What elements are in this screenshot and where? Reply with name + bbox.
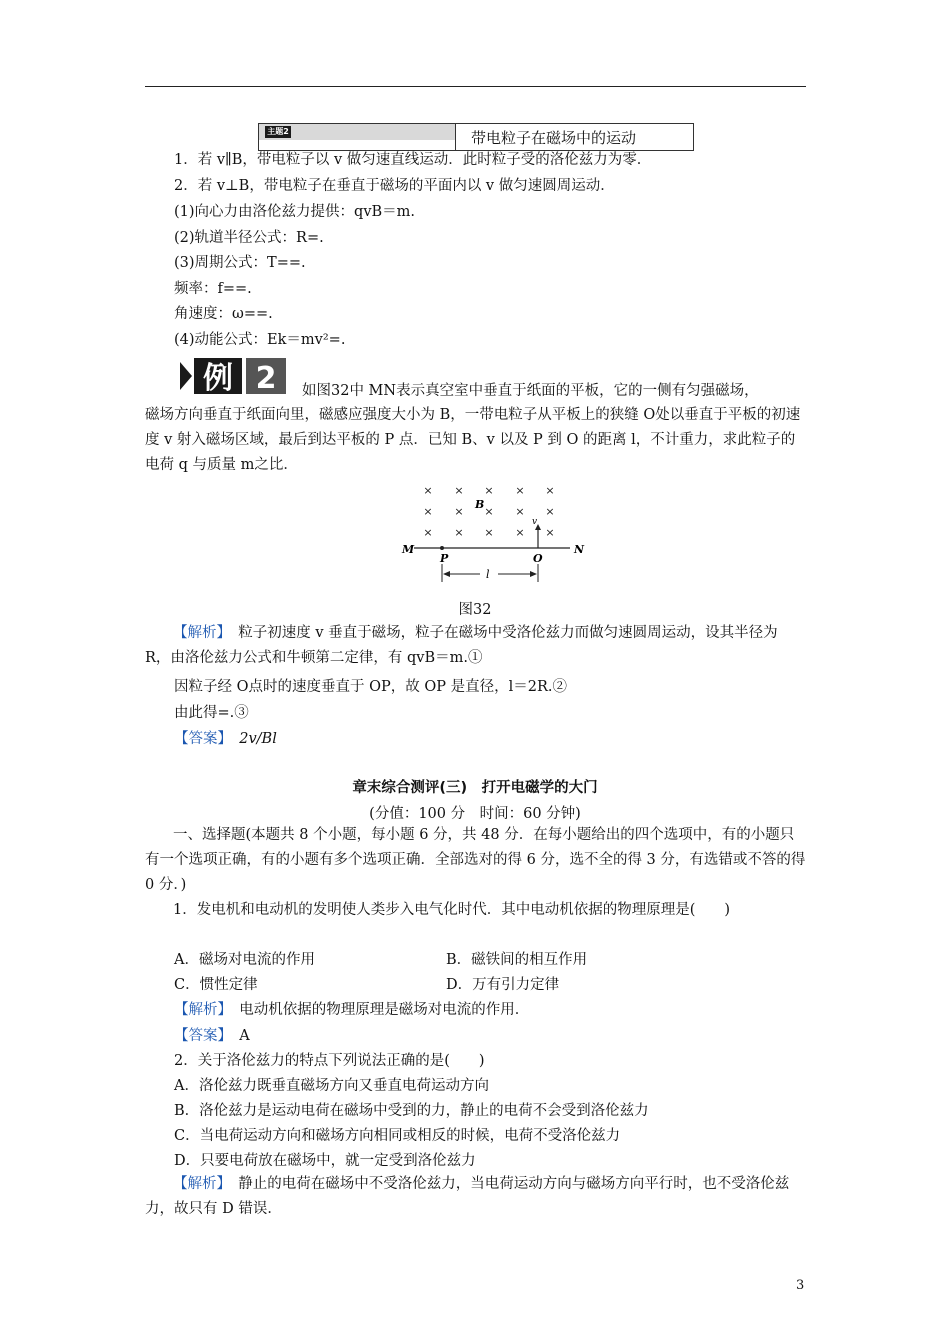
q1-option-d: D．万有引力定律 [446, 977, 560, 993]
label-B: B [475, 498, 485, 511]
dim-arrowhead-right [530, 571, 537, 577]
q1-answer-label: 【答案】 [174, 1028, 225, 1044]
q1-answer [174, 1026, 250, 1046]
example-badge-icon [178, 356, 290, 396]
answer-label: 【答案】 [174, 731, 225, 747]
label-O: O [533, 552, 543, 565]
point-2: 2．若 v⊥B，带电粒子在垂直于磁场的平面内以 v 做匀速圆周运动． [174, 178, 615, 194]
question-1: 1．发电机和电动机的发明使人类步入电气化时代．其中电动机依据的物理原理是( ) [173, 902, 731, 918]
field-cross: × [423, 526, 433, 539]
field-cross: × [545, 484, 555, 497]
page-number: 3 [796, 1278, 805, 1293]
q1-analysis [174, 1000, 529, 1020]
q1-option-b: B．磁铁间的相互作用 [446, 952, 588, 968]
q1-analysis-label: 【解析】 [174, 1002, 225, 1018]
field-cross: × [545, 505, 555, 518]
point-2-2: (2)轨道半径公式：R=. [174, 230, 324, 246]
label-P: P [440, 552, 449, 565]
q2-analysis-text: 静止的电荷在磁场中不受洛伦兹力，当电荷运动方向与磁场方向平行时，也不受洛伦兹力，故只有 D 错误． [145, 1176, 790, 1217]
figure-caption: 图32 [458, 602, 492, 618]
analysis-text-2: 因粒子经 O点时的速度垂直于 OP，故 OP 是直径，l＝2R.② [174, 679, 567, 695]
field-cross: × [484, 484, 494, 497]
example-text-first: 如图32中 MN表示真空室中垂直于纸面的平板，它的一侧有匀强磁场， [302, 383, 759, 399]
answer-line [174, 729, 277, 749]
example-text-rest: 磁场方向垂直于纸面向里，磁感应强度大小为 B，一带电粒子从平板上的狭缝 O处以垂直于平板的初速度 v 射入磁场区域，最后到达平板的 P 点．已知 B、v 以及 P 到 O 的距离 l，不计重力，求此粒子的电荷 q 与质量 m之比． [145, 407, 801, 473]
field-cross: × [515, 484, 525, 497]
q1-answer-value: A [239, 1028, 250, 1044]
q2-option-b: B．洛伦兹力是运动电荷在磁场中受到的力，静止的电荷不会受到洛伦兹力 [174, 1103, 649, 1119]
figure-32 [400, 478, 590, 588]
q2-option-c: C．当电荷运动方向和磁场方向相同或相反的时候，电荷不受洛伦兹力 [174, 1128, 621, 1144]
label-M: M [402, 543, 415, 556]
analysis-text-3: 由此得=.③ [174, 705, 249, 721]
section-instructions: 一、选择题(本题共 8 个小题，每小题 6 分，共 48 分．在每小题给出的四个选项中，有的小题只有一个选项正确，有的小题有多个选项正确．全部选对的得 6 分，选不全的得 3 分，有选错或不答的得 0 分．) [145, 827, 806, 893]
analysis-paragraph [145, 621, 807, 671]
question-2: 2．关于洛伦兹力的特点下列说法正确的是( ) [174, 1053, 485, 1069]
test-title: 章末综合测评(三) 打开电磁学的大门 [352, 780, 598, 796]
frequency-line: 频率：f==. [174, 281, 252, 297]
field-cross: × [515, 526, 525, 539]
field-cross: × [484, 505, 494, 518]
q2-option-d: D．只要电荷放在磁场中，就一定受到洛伦兹力 [174, 1153, 476, 1169]
label-l: l [486, 568, 490, 581]
topic-title: 带电粒子在磁场中的运动 [471, 129, 637, 147]
field-cross: × [423, 505, 433, 518]
topic-tag [259, 124, 455, 140]
label-v: v [532, 517, 538, 527]
q2-analysis [145, 1172, 807, 1222]
topic-tag-label: 主题2 [265, 126, 291, 138]
answer-value: 2v/Bl [239, 731, 277, 747]
field-cross: × [423, 484, 433, 497]
point-P-dot [440, 546, 444, 550]
label-N: N [574, 543, 585, 556]
q1-analysis-text: 电动机依据的物理原理是磁场对电流的作用． [239, 1002, 530, 1018]
point-2-4: (4)动能公式：Ek＝mv²=. [174, 332, 346, 348]
angular-speed-line: 角速度：ω==. [174, 306, 273, 322]
q2-analysis-label: 【解析】 [173, 1176, 224, 1192]
example-badge-number: 2 [255, 361, 277, 396]
topic-divider [455, 124, 456, 150]
dim-arrowhead-left [443, 571, 450, 577]
q1-option-a: A．磁场对电流的作用 [174, 952, 315, 968]
header-rule [145, 86, 806, 87]
field-cross: × [454, 484, 464, 497]
field-cross: × [454, 526, 464, 539]
analysis-text-1: 粒子初速度 v 垂直于磁场，粒子在磁场中受洛伦兹力而做匀速圆周运动，设其半径为 R，由洛伦兹力公式和牛顿第二定律，有 qvB＝m.① [145, 625, 778, 666]
field-cross: × [515, 505, 525, 518]
example-badge-char: 例 [203, 361, 233, 396]
q2-option-a: A．洛伦兹力既垂直磁场方向又垂直电荷运动方向 [174, 1078, 489, 1094]
analysis-label: 【解析】 [173, 625, 224, 641]
point-2-1: (1)向心力由洛伦兹力提供：qvB＝m. [174, 204, 416, 220]
field-cross: × [484, 526, 494, 539]
field-cross: × [545, 526, 555, 539]
point-2-3: (3)周期公式：T==. [174, 255, 306, 271]
field-cross: × [454, 505, 464, 518]
q1-option-c: C．惯性定律 [174, 977, 258, 993]
topic-header-box [258, 123, 694, 151]
point-1: 1．若 v∥B，带电粒子以 v 做匀速直线运动．此时粒子受的洛伦兹力为零． [174, 152, 652, 168]
test-subtitle: (分值：100 分 时间：60 分钟) [369, 806, 581, 822]
